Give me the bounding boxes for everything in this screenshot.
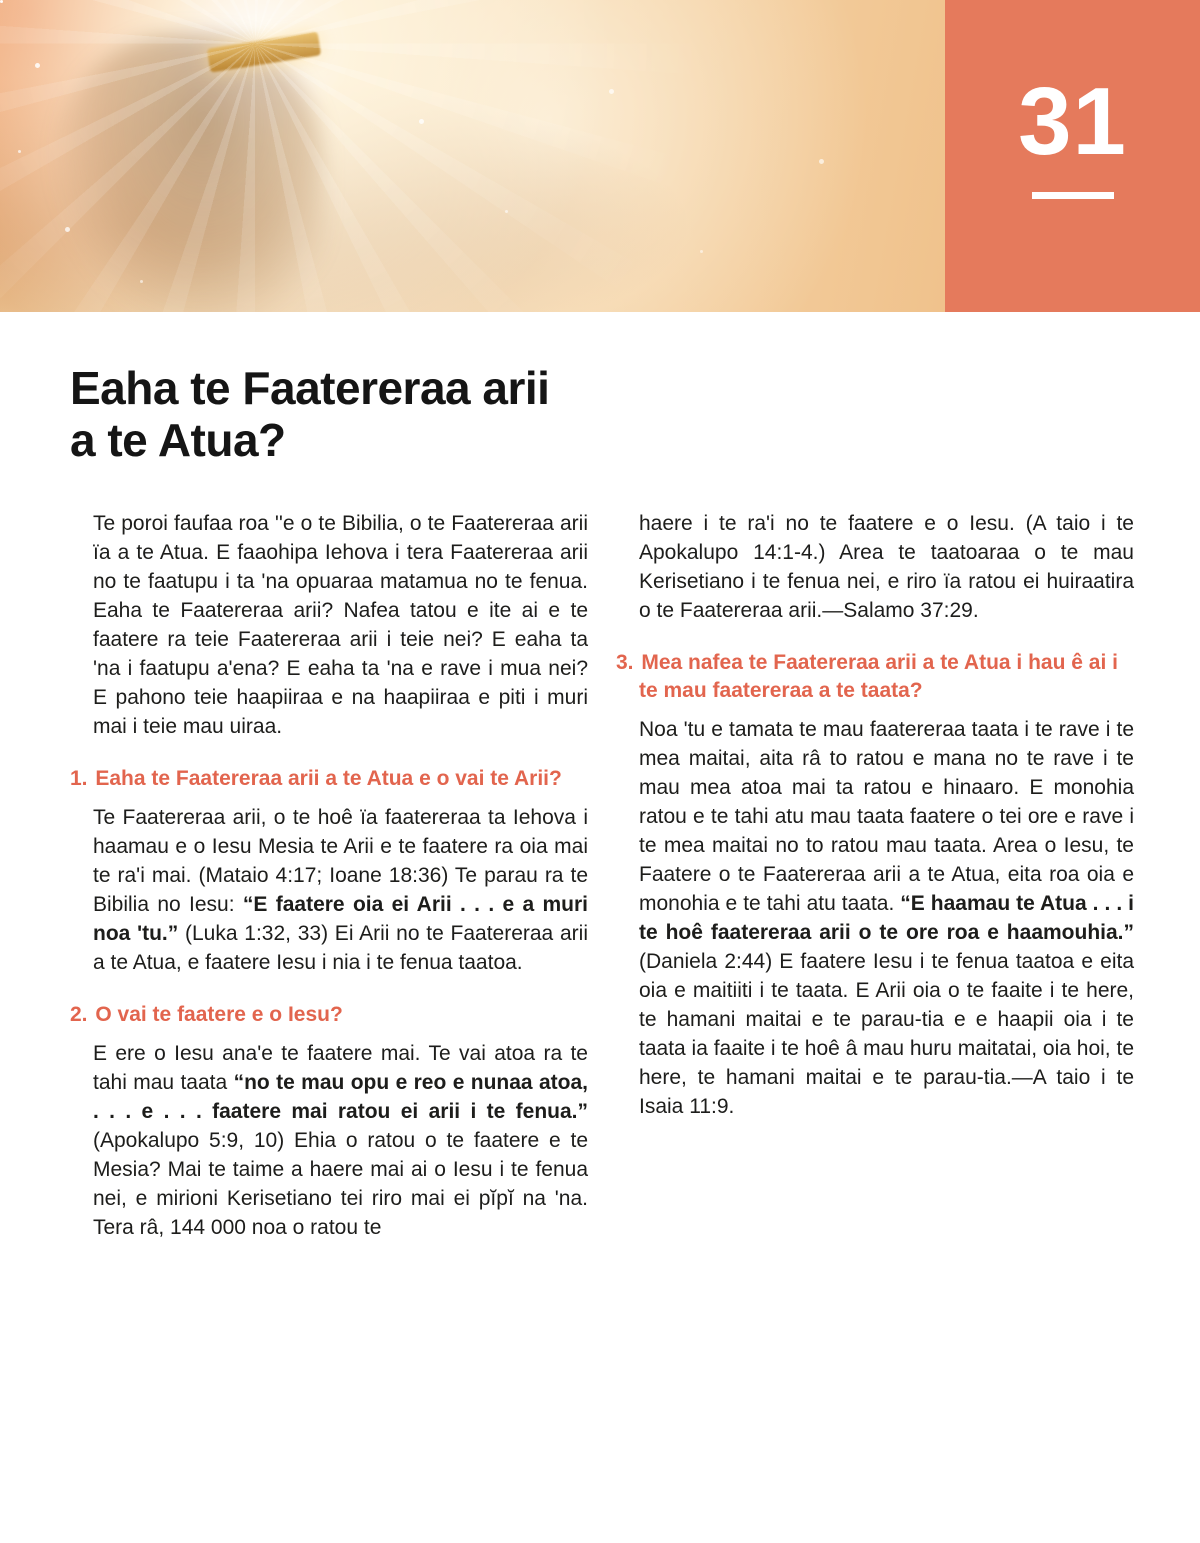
chapter-number: 31 [1018,68,1127,175]
right-column [616,509,1134,1254]
sparkles-decoration [0,0,945,312]
section-2-paragraph: E ere o Iesu ana'e te faatere mai. Te vai atoa ra te tahi mau taata “no te mau opu e reo e nunaa atoa, . . . e . . . faatere mai ratou ei arii i te fenua.” (Apokalupo 5:9, 10) Ehia o ratou o te faatere e te Mesia? Mai te taime a haere mai ai o Iesu i te fenua nei, e mirioni Kerisetiano tei riro mai ei pĭpĭ na 'na. Tera râ, 144 000 noa o ratou te [93,1041,588,1239]
section-2-paragraph-continued: haere i te ra'i no te faatere e o Iesu. (A taio i te Apokalupo 14:1-4.) Area te taatoaraa o te mau Kerisetiano i te fenua nei, e riro ïa ratou ei huiraatira o te Faatereraa arii.—Salamo 37:29. [639,511,1134,622]
page-title [70,362,1130,467]
page-title-line-2: a te Atua? [70,414,286,467]
intro-paragraph: Te poroi faufaa roa ''e o te Bibilia, o te Faatereraa arii ïa a te Atua. E faaohipa Iehova i tera Faatereraa arii no te faatupu i ta 'na opuaraa matamua no te fenua. Eaha te Faatereraa arii? Nafea tatou e ite ai e te faatere ra teie Faatereraa arii i teie nei? E eaha ta 'na i faatupu a'ena? E eaha ta 'na e rave i mua nei? E pahono teie haapiiraa e na haapiiraa e piti i muri mai i teie mau uiraa. [93,511,588,738]
section-3-heading-text: Mea nafea te Faatereraa arii a te Atua i hau ê ai i te mau faatereraa a te taata? [639,650,1118,702]
section-1-number: 1. [70,766,88,790]
section-3-heading [616,649,1134,705]
section-2-number: 2. [70,1002,88,1026]
section-2-heading [70,1001,588,1029]
banner-image [0,0,945,312]
page-title-line-1: Eaha te Faatereraa arii [70,362,550,414]
chapter-banner [0,0,1200,312]
section-1-heading-text: Eaha te Faatereraa arii a te Atua e o vai te Arii? [95,766,562,790]
section-2-heading-text: O vai te faatere e o Iesu? [95,1002,343,1026]
section-3-number: 3. [616,650,634,674]
section-1-heading [70,765,588,793]
section-1-paragraph: Te Faatereraa arii, o te hoê ïa faatereraa ta Iehova i haamau e o Iesu Mesia te Arii e te faatere ra oia mai te ra'i mai. (Mataio 4:17; Ioane 18:36) Te parau ra te Bibilia no Iesu: “E faatere oia ei Arii . . . e a muri noa 'tu.” (Luka 1:32, 33) Ei Arii no te Faatereraa arii a te Atua, e faatere Iesu i nia i te fenua taatoa. [93,805,589,974]
section-3-paragraph: Noa 'tu e tamata te mau faatereraa taata i te rave i te mea maitai, aita râ to ratou e mana no te rave i te mau mea atoa mai ta ratou e hinaaro. E monohia ratou e te tahi atu mau taata faatere o tei ore e rave i te mea maitai no to ratou mau taata. Area o Iesu, te Faatere o te Faatereraa arii a te Atua, eita roa oia e monohia e te tahi atu taata. “E haamau te Atua . . . i te hoê faatereraa arii o te ore roa e haamouhia.” (Daniela 2:44) E faatere Iesu i te fenua taatoa e eita oia e maitiiti i te taata. E Arii oia o te faaite i te here, te hamani maitai e te parau-tia e e haapii oia i te taata ia faaite i te hoê â mau huru maitatai, oia hoi, te here, te hamani maitai e te parau-tia.—A taio i te Isaia 11:9. [639,717,1134,1118]
chapter-underline [1032,192,1114,199]
left-column [70,509,588,1254]
article-body [0,467,1200,1334]
chapter-number-tab [945,0,1200,312]
